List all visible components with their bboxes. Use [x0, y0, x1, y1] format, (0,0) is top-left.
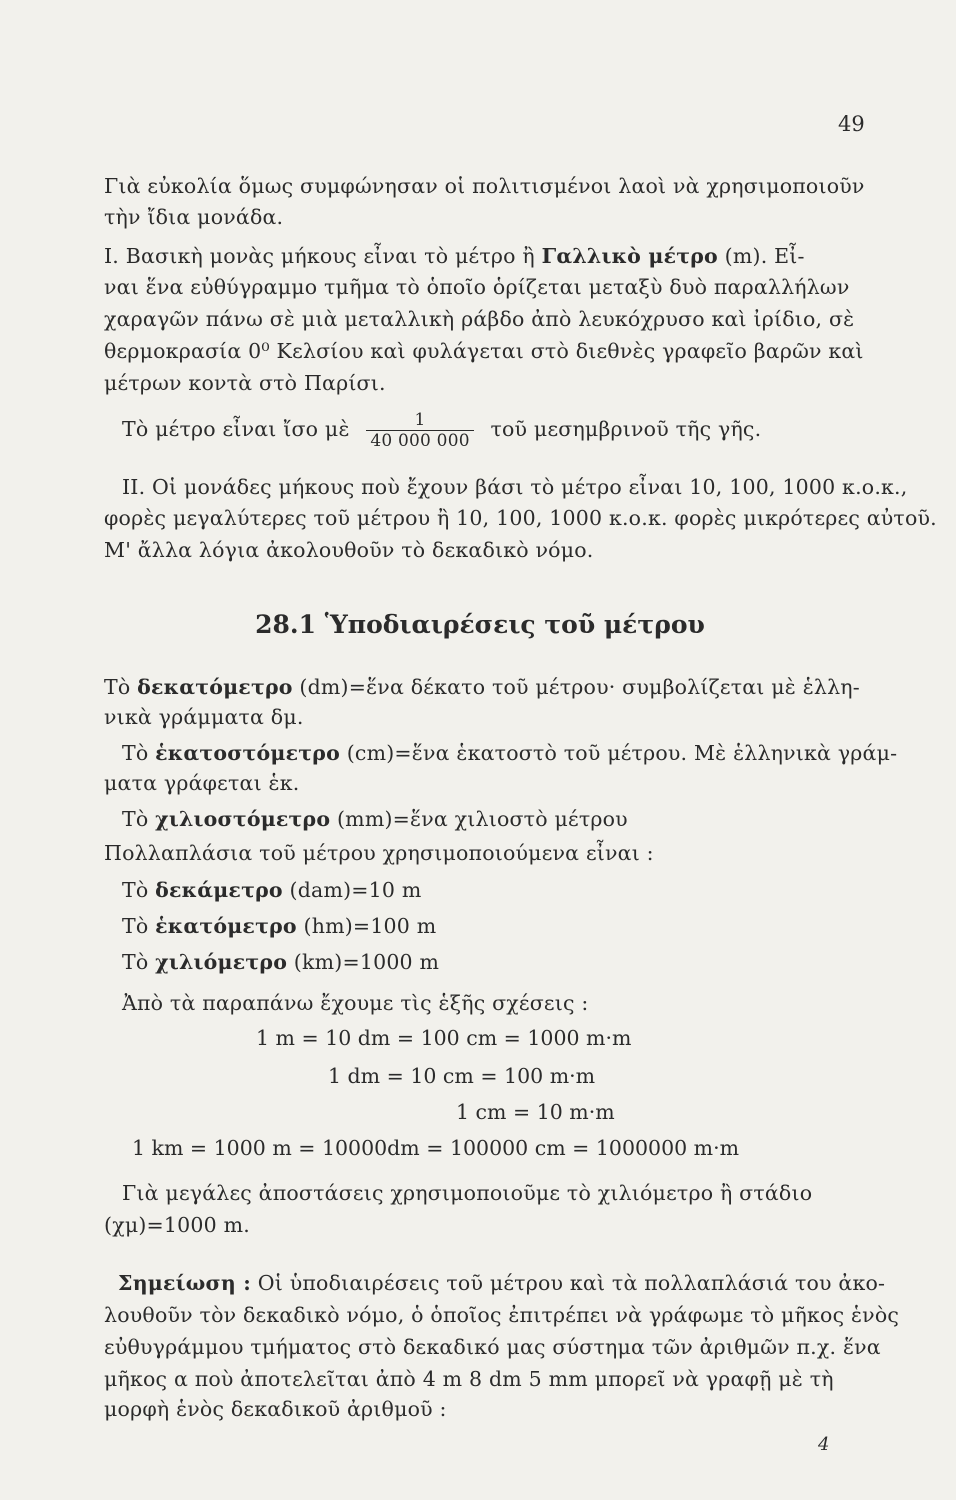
- centimeter-term: ἑκατοστόμετρο: [155, 741, 340, 765]
- decimeter-definition: (dm)=ἕνα δέκατο τοῦ μέτρου· συμβολίζεται μὲ ἑλλη-: [299, 675, 860, 699]
- note-line-5: μορφὴ ἑνὸς δεκαδικοῦ ἀριθμοῦ :: [104, 1397, 447, 1421]
- ratio-pre: Τὸ μέτρο εἶναι ἴσο μὲ: [122, 417, 350, 441]
- section-i-unit: (m). Εἶ-: [724, 244, 805, 268]
- section-i-line-5: μέτρων κοντὰ στὸ Παρίσι.: [104, 371, 386, 395]
- ratio-fraction: [366, 410, 473, 451]
- centimeter-line-1: [122, 740, 898, 766]
- section-i-text: Ι. Βασικὴ μονὰς μήκους εἶναι τὸ μέτρο ἢ: [104, 244, 535, 268]
- decameter-definition: (dam)=10 m: [289, 878, 422, 902]
- meter-ratio-line: [122, 406, 882, 452]
- note-label: Σημείωση :: [118, 1271, 252, 1295]
- section-i-line-4: θερμοκρασία 0⁰ Κελσίου καὶ φυλάγεται στὸ διεθνὲς γραφεῖο βαρῶν καὶ: [104, 339, 864, 363]
- decimeter-term: δεκατόμετρο: [137, 675, 293, 699]
- section-i-line-1: [104, 243, 864, 269]
- page-number: 49: [838, 112, 865, 136]
- kilometer-definition: (km)=1000 m: [293, 950, 440, 974]
- kilometer-term: χιλιόμετρο: [155, 950, 288, 974]
- millimeter-term: χιλιοστόμετρο: [155, 807, 331, 831]
- note-line-2: λουθοῦν τὸν δεκαδικὸ νόμο, ὁ ὁποῖος ἐπιτρέπει νὰ γράφωμε τὸ μῆκος ἑνὸς: [104, 1303, 900, 1327]
- centimeter-pre: Τὸ: [122, 741, 149, 765]
- section-i-term: Γαλλικὸ μέτρο: [541, 244, 718, 268]
- footer-mark: 4: [818, 1434, 830, 1455]
- millimeter-pre: Τὸ: [122, 807, 149, 831]
- note-line-3: εὐθυγράμμου τμήματος στὸ δεκαδικό μας σύστημα τῶν ἀριθμῶν π.χ. ἕνα: [104, 1335, 881, 1359]
- ratio-post: τοῦ μεσημβρινοῦ τῆς γῆς.: [490, 417, 762, 441]
- section-heading: 28.1 Ὑποδιαιρέσεις τοῦ μέτρου: [255, 610, 705, 639]
- intro-line-1: Γιὰ εὐκολία ὅμως συμφώνησαν οἱ πολιτισμένοι λαοὶ νὰ χρησιμοποιοῦν: [104, 174, 865, 198]
- section-ii-line-1: ΙΙ. Οἱ μονάδες μήκους ποὺ ἔχουν βάσι τὸ μέτρο εἶναι 10, 100, 1000 κ.ο.κ.,: [122, 475, 908, 499]
- hectometer-definition: (hm)=100 m: [303, 914, 437, 938]
- section-i-line-3: χαραγῶν πάνω σὲ μιὰ μεταλλικὴ ράβδο ἀπὸ λευκόχρυσο καὶ ἰρίδιο, σὲ: [104, 307, 855, 331]
- section-ii-line-3: Μ' ἄλλα λόγια ἀκολουθοῦν τὸ δεκαδικὸ νόμο.: [104, 538, 594, 562]
- hectometer-term: ἑκατόμετρο: [155, 914, 297, 938]
- decameter-pre: Τὸ: [122, 878, 149, 902]
- decimeter-line-1: [104, 674, 864, 700]
- hectometer-pre: Τὸ: [122, 914, 149, 938]
- decameter-term: δεκάμετρο: [155, 878, 283, 902]
- relations-intro: Ἀπὸ τὰ παραπάνω ἔχουμε τὶς ἑξῆς σχέσεις :: [122, 991, 589, 1015]
- note-line-1: [118, 1270, 886, 1296]
- centimeter-line-2: ματα γράφεται ἑκ.: [104, 771, 300, 795]
- distances-line-1: Γιὰ μεγάλες ἀποστάσεις χρησιμοποιοῦμε τὸ χιλιόμετρο ἢ στάδιο: [122, 1181, 813, 1205]
- relation-decimeter: 1 dm = 10 cm = 100 m·m: [328, 1064, 596, 1088]
- relation-meter: 1 m = 10 dm = 100 cm = 1000 m·m: [256, 1026, 632, 1050]
- relation-kilometer: 1 km = 1000 m = 10000dm = 100000 cm = 1000000 m·m: [132, 1136, 740, 1160]
- kilometer-line: [122, 949, 882, 975]
- distances-line-2: (χμ)=1000 m.: [104, 1213, 250, 1237]
- decimeter-pre: Τὸ: [104, 675, 131, 699]
- kilometer-pre: Τὸ: [122, 950, 149, 974]
- note-line-4: μῆκος α ποὺ ἀποτελεῖται ἀπὸ 4 m 8 dm 5 mm μπορεῖ νὰ γραφῇ μὲ τὴ: [104, 1367, 834, 1391]
- multiples-intro: Πολλαπλάσια τοῦ μέτρου χρησιμοποιούμενα εἶναι :: [104, 841, 654, 865]
- centimeter-definition: (cm)=ἕνα ἑκατοστὸ τοῦ μέτρου. Μὲ ἑλληνικὰ γράμ-: [346, 741, 898, 765]
- ratio-denominator: 40 000 000: [370, 431, 470, 451]
- relation-centimeter: 1 cm = 10 m·m: [456, 1100, 615, 1124]
- note-text-1: Οἱ ὑποδιαιρέσεις τοῦ μέτρου καὶ τὰ πολλαπλάσιά του ἀκο-: [257, 1271, 886, 1295]
- hectometer-line: [122, 913, 882, 939]
- millimeter-definition: (mm)=ἕνα χιλιοστὸ μέτρου: [336, 807, 628, 831]
- section-i-line-2: ναι ἕνα εὐθύγραμμο τμῆμα τὸ ὁποῖο ὁρίζεται μεταξὺ δυὸ παραλλήλων: [104, 275, 850, 299]
- decameter-line: [122, 877, 882, 903]
- ratio-numerator: 1: [366, 410, 473, 431]
- intro-line-2: τὴν ἴδια μονάδα.: [104, 205, 284, 229]
- millimeter-line: [122, 806, 882, 832]
- section-ii-line-2: φορὲς μεγαλύτερες τοῦ μέτρου ἢ 10, 100, 1000 κ.ο.κ. φορὲς μικρότερες αὐτοῦ.: [104, 506, 937, 530]
- decimeter-line-2: νικὰ γράμματα δμ.: [104, 705, 304, 729]
